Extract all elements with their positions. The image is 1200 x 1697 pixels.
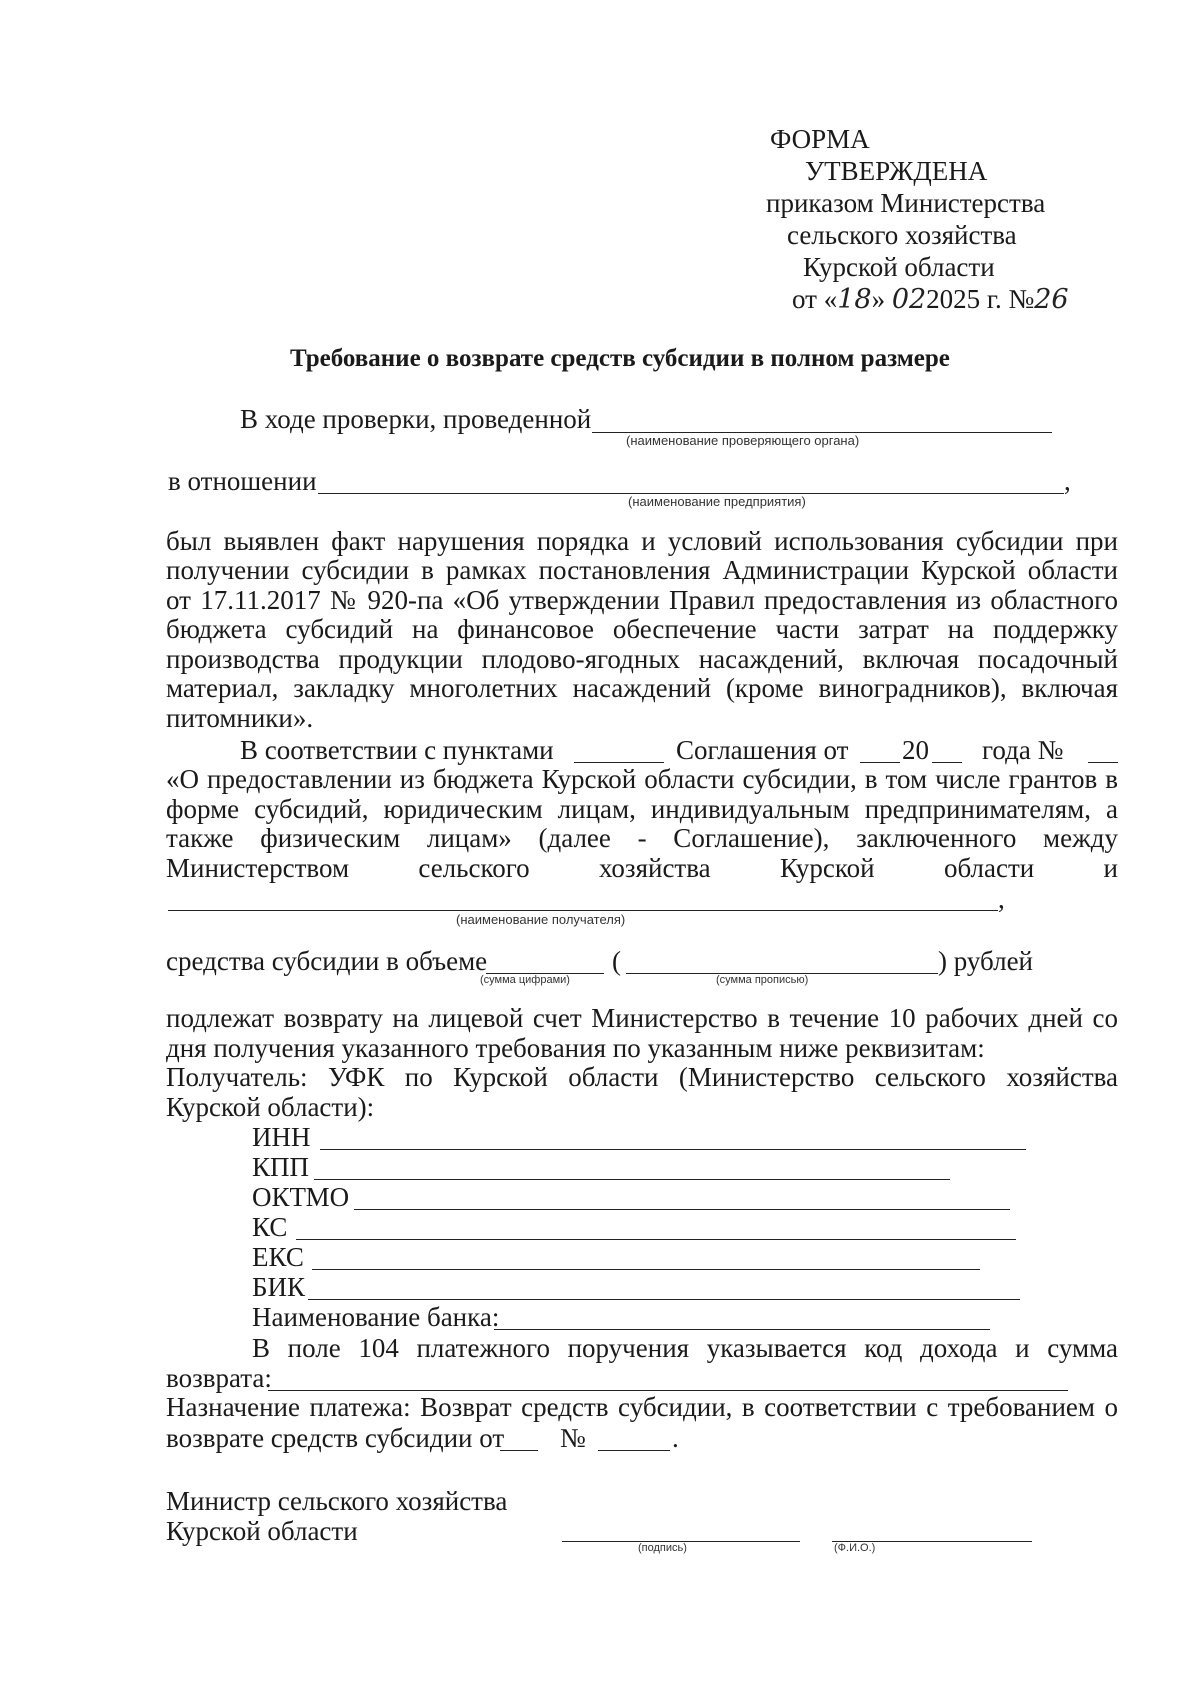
purpose-date-blank [500,1450,538,1451]
purpose-number-sign: № [560,1423,586,1453]
requisite-label-eks: ЕКС [252,1242,304,1272]
amount-open: ( [612,946,621,976]
field104-line: В поле 104 платежного поручения указывается код дохода и сумма [252,1333,1118,1363]
signature-title-line-2: Курской области [166,1516,358,1546]
audit-prefix: В ходе проверки, проведенной [240,404,592,434]
body-line: производства продукции плодово-ягодных насаждений, включая посадочный [166,644,1118,674]
handwritten-number: 26 [1034,284,1069,315]
bank-name-blank [494,1329,990,1330]
body-line: был выявлен факт нарушения порядка и условий использования субсидии при [166,526,1118,556]
regarding-comma: , [1064,466,1071,496]
handwritten-month: 02 [891,284,927,315]
return-line: дня получения указанного требования по указанным ниже реквизитам: [166,1033,985,1063]
approval-date [792,284,1069,315]
requisite-label-bik: БИК [252,1272,306,1302]
requisite-kpp-blank [314,1179,950,1180]
agreement-part-d: года № [982,735,1064,765]
regarding-prefix: в отношении [168,466,317,496]
return-line: Получатель: УФК по Курской области (Министерство сельского хозяйства [166,1062,1118,1092]
requisite-inn-blank [320,1149,1026,1150]
requisite-eks-blank [312,1269,980,1270]
agreement-year-blank [932,762,962,763]
agreement-line: Министерством сельского хозяйства Курской области и [166,853,1118,883]
audit-hint: (наименование проверяющего органа) [626,433,860,448]
date-mid: » [871,284,892,314]
body-line: получении субсидии в рамках постановления Администрации Курской области [166,555,1118,585]
agreement-part-a: В соответствии с пунктами [240,735,554,765]
body-line: бюджета субсидий на финансовое обеспечение части затрат на поддержку [166,614,1118,644]
requisite-label-inn: ИНН [252,1122,311,1152]
body-line: материал, закладку многолетних насаждений (кроме виноградников), включая [166,673,1118,703]
body-line: от 17.11.2017 № 920-па «Об утверждении Правил предоставления из областного [166,585,1118,615]
bank-name-label: Наименование банка: [252,1302,500,1332]
handwritten-day: 18 [837,284,872,315]
agreement-number-blank [1088,762,1118,763]
requisite-label-ks: КС [252,1212,288,1242]
requisite-bik-blank [308,1299,1020,1300]
purpose-period: . [672,1423,679,1453]
purpose-date-prefix: возврате средств субсидии от [166,1423,505,1453]
date-year: 2025 г. № [926,284,1035,314]
requisite-label-kpp: КПП [252,1152,310,1182]
purpose-line: Назначение платежа: Возврат средств субсидии, в соответствии с требованием о [166,1392,1118,1422]
recipient-hint: (наименование получателя) [456,912,626,927]
amount-digits-hint: (сумма цифрами) [480,974,570,986]
enterprise-hint: (наименование предприятия) [628,494,806,509]
form-label: ФОРМА [770,124,870,154]
points-blank [574,762,664,763]
approval-line-1: приказом Министерства [766,188,1046,218]
name-hint: (Ф.И.О.) [834,1542,876,1554]
requisite-ks-blank [296,1239,1016,1240]
agreement-line: форме субсидий, юридическим лицам, индивидуальным предпринимателям, а [166,794,1118,824]
agreement-day-blank [860,762,900,763]
requisite-oktmo-blank [354,1209,1010,1210]
field104-blank [268,1390,1068,1391]
amount-prefix: средства субсидии в объеме [166,946,488,976]
recipient-blank [168,910,998,911]
return-line: Курской области): [166,1092,375,1122]
amount-close: ) рублей [938,946,1034,976]
agreement-year-prefix: 20 [902,735,929,765]
signature-hint: (подпись) [638,1542,687,1554]
requisite-label-oktmo: ОКТМО [252,1182,350,1212]
amount-words-hint: (сумма прописью) [716,974,809,986]
date-prefix: от « [792,284,838,314]
return-line: подлежат возврату на лицевой счет Министерство в течение 10 рабочих дней со [166,1003,1118,1033]
agreement-line: «О предоставлении из бюджета Курской области субсидии, в том числе грантов в [166,764,1118,794]
approval-line-2: сельского хозяйства [787,220,1017,250]
signature-title-line-1: Министр сельского хозяйства [166,1486,508,1516]
approval-line-3: Курской области [803,252,995,282]
field104-return-label: возврата: [166,1363,272,1393]
agreement-line: также физическим лицам» (далее - Соглашение), заключенного между [166,823,1118,853]
document-title: Требование о возврате средств субсидии в полном размере [290,345,950,372]
agreement-part-b: Соглашения от [676,735,849,765]
recipient-comma: , [998,884,1005,914]
body-line: питомники». [166,703,314,733]
purpose-number-blank [598,1450,670,1451]
approved-label: УТВЕРЖДЕНА [805,156,988,186]
